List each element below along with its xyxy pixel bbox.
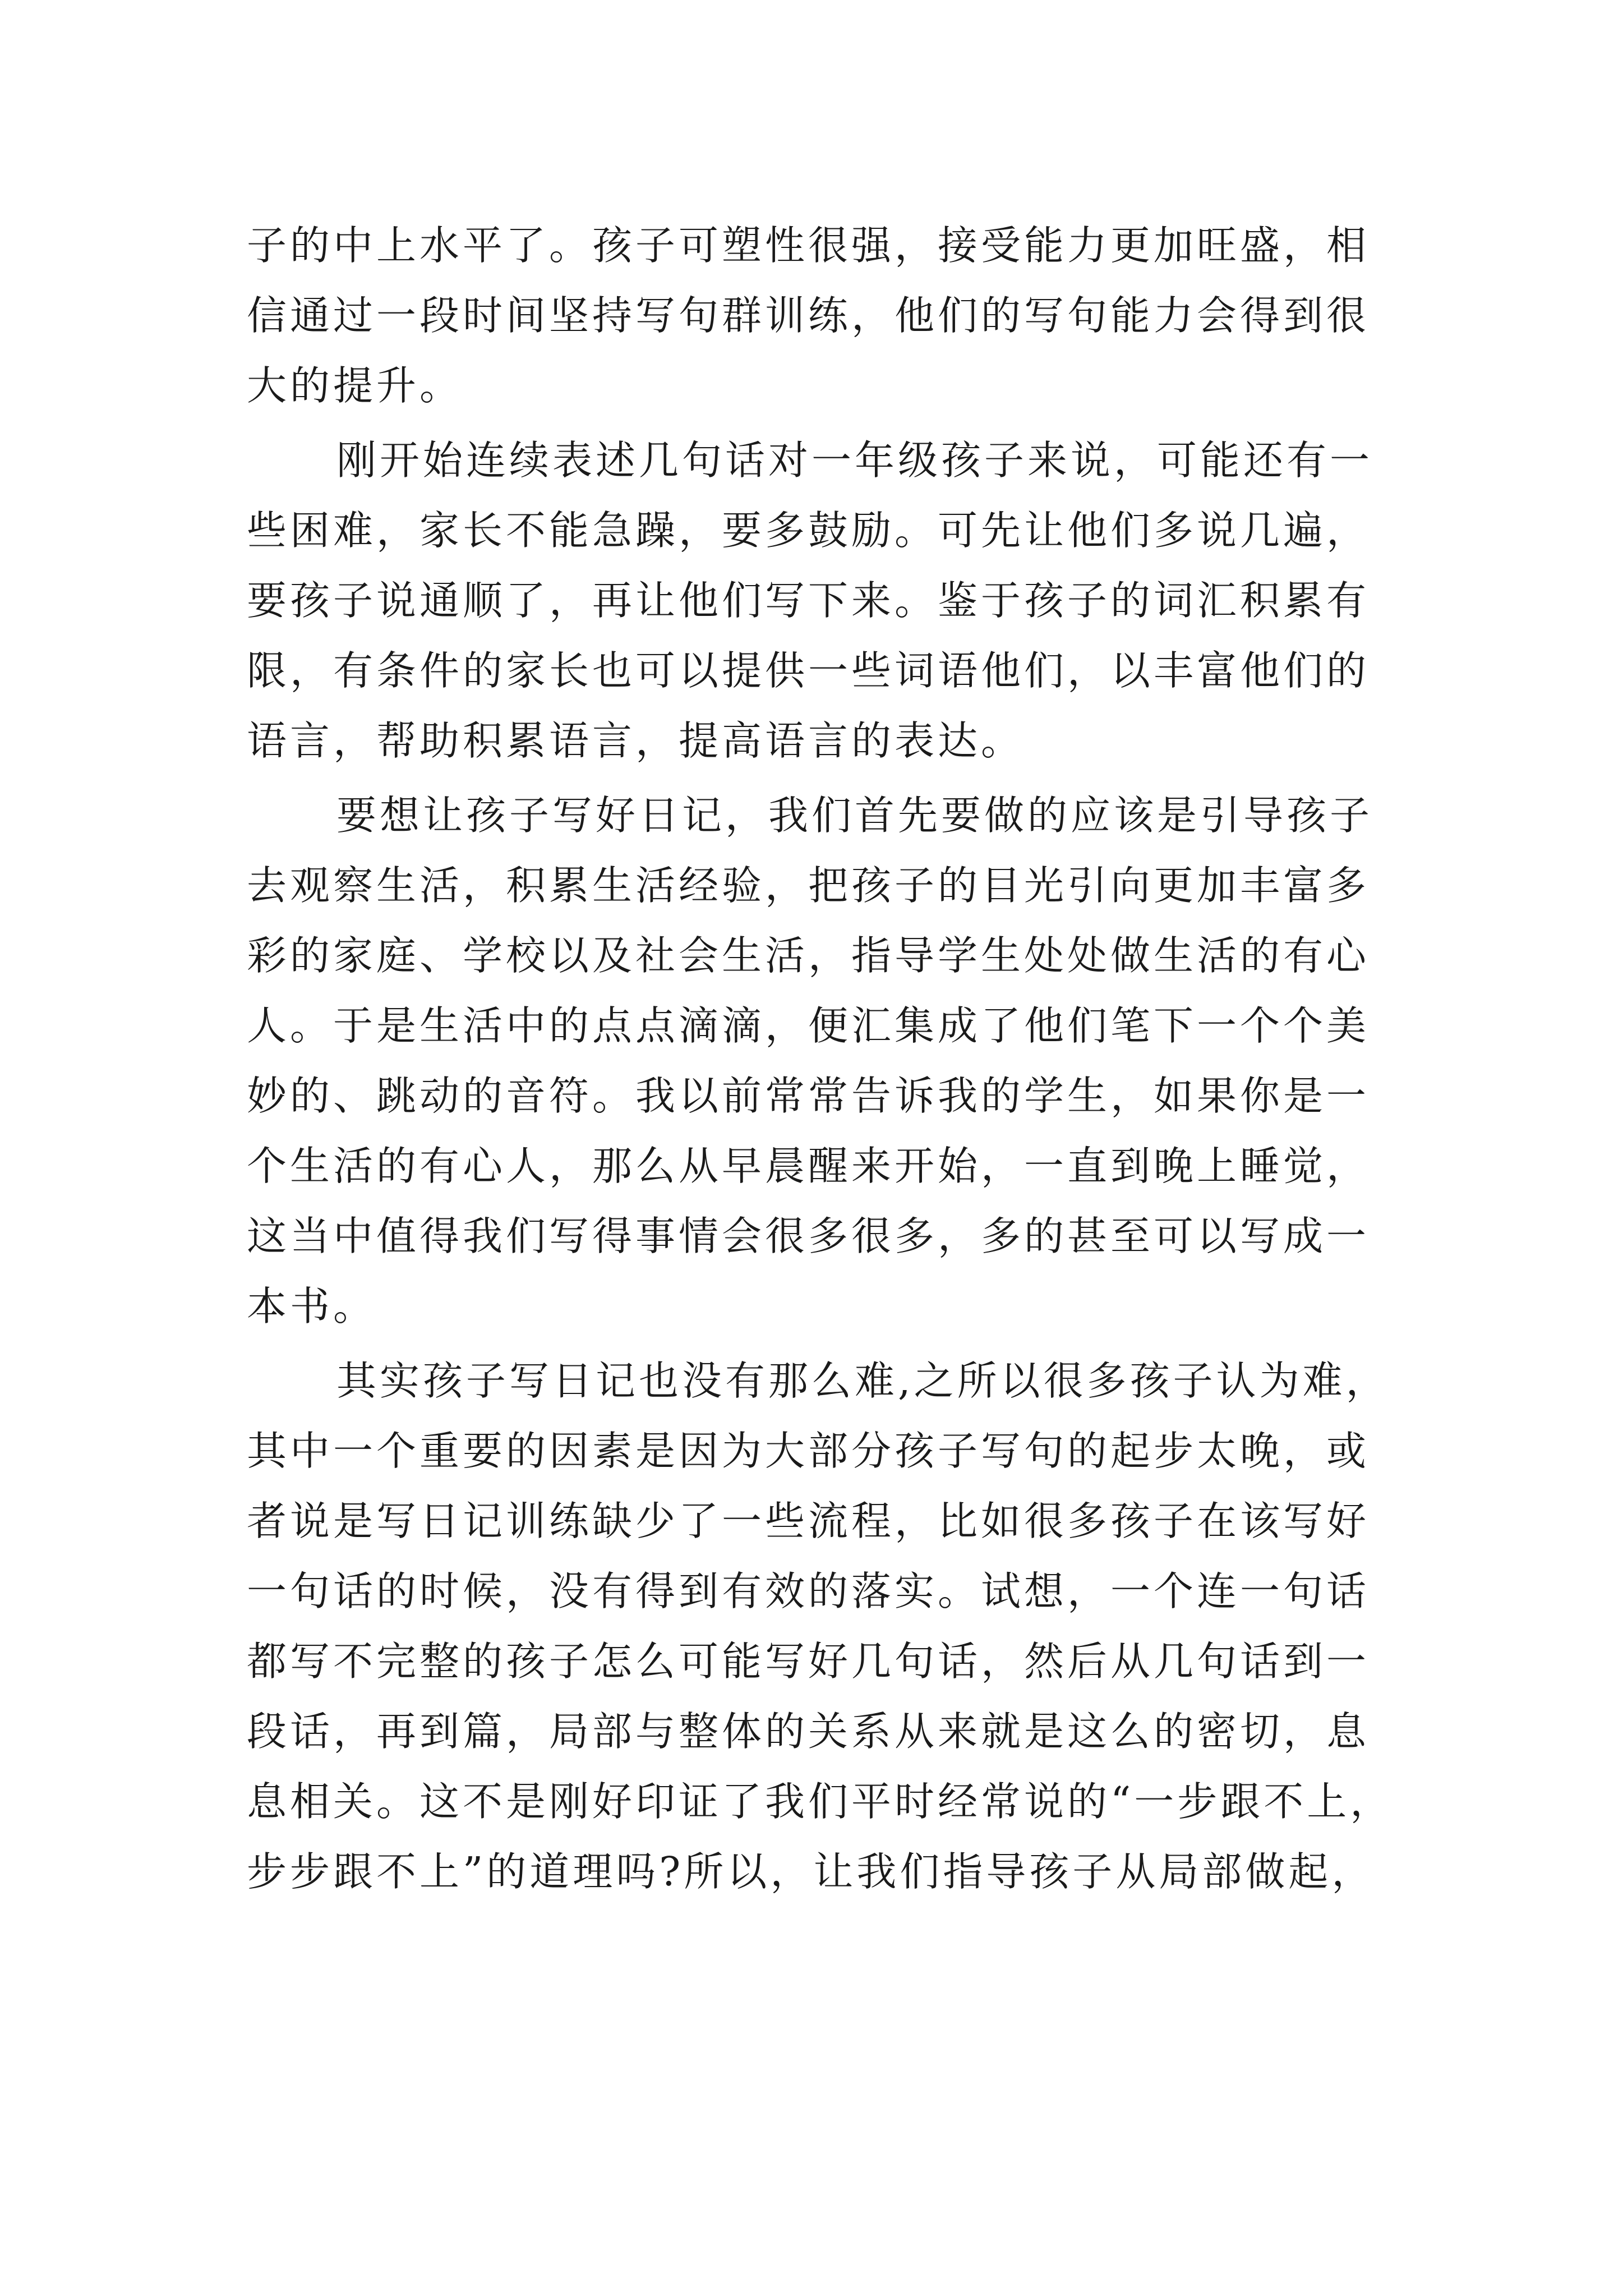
paragraph-2 [247, 425, 1391, 776]
text-line: 要想让孩子写好日记，我们首先要做的应该是引导孩子 [336, 792, 1373, 839]
paragraph-gap [247, 1341, 1391, 1346]
text-line: 一句话的时候，没有得到有效的落实。试想，一个连一句话 [247, 1568, 1370, 1614]
text-line: 些困难，家长不能急躁，要多鼓励。可先让他们多说几遍， [247, 507, 1370, 554]
paragraph-gap [247, 776, 1391, 780]
text-line: 要孩子说通顺了，再让他们写下来。鉴于孩子的词汇积累有 [247, 577, 1370, 624]
text-line: 本书。 [247, 1283, 377, 1329]
text-line: 彩的家庭、学校以及社会生活，指导学生处处做生活的有心 [247, 932, 1370, 979]
text-line: 限，有条件的家长也可以提供一些词语他们，以丰富他们的 [247, 647, 1370, 694]
text-line: 段话，再到篇，局部与整体的关系从来就是这么的密切，息 [247, 1708, 1370, 1755]
body-text [247, 210, 1394, 1907]
text-line: 语言，帮助积累语言，提高语言的表达。 [247, 717, 1025, 764]
paragraph-3 [247, 780, 1391, 1341]
text-line: 者说是写日记训练缺少了一些流程，比如很多孩子在该写好 [247, 1498, 1370, 1544]
text-line: 这当中值得我们写得事情会很多很多，多的甚至可以写成一 [247, 1213, 1370, 1259]
text-line: 妙的、跳动的音符。我以前常常告诉我的学生，如果你是一 [247, 1073, 1370, 1119]
text-line: 去观察生活，积累生活经验，把孩子的目光引向更加丰富多 [247, 862, 1370, 909]
text-line: 信通过一段时间坚持写句群训练，他们的写句能力会得到很 [247, 292, 1370, 339]
text-line: 其实孩子写日记也没有那么难,之所以很多孩子认为难， [336, 1358, 1389, 1404]
text-line: 刚开始连续表述几句话对一年级孩子来说，可能还有一 [336, 437, 1373, 484]
text-line: 子的中上水平了。孩子可塑性很强，接受能力更加旺盛，相 [247, 222, 1370, 269]
paragraph-1 [247, 210, 1391, 421]
text-line: 个生活的有心人，那么从早晨醒来开始，一直到晚上睡觉， [247, 1143, 1370, 1189]
text-line: 都写不完整的孩子怎么可能写好几句话，然后从几句话到一 [247, 1638, 1370, 1685]
paragraph-gap [247, 421, 1391, 425]
text-line: 息相关。这不是刚好印证了我们平时经常说的“一步跟不上， [247, 1778, 1394, 1825]
text-line: 步步跟不上”的道理吗?所以，让我们指导孩子从局部做起， [247, 1848, 1375, 1895]
text-line: 人。于是生活中的点点滴滴，便汇集成了他们笔下一个个美 [247, 1002, 1370, 1049]
text-line: 大的提升。 [247, 362, 463, 409]
text-line: 其中一个重要的因素是因为大部分孩子写句的起步太晚，或 [247, 1428, 1370, 1474]
paragraph-4 [247, 1346, 1394, 1907]
